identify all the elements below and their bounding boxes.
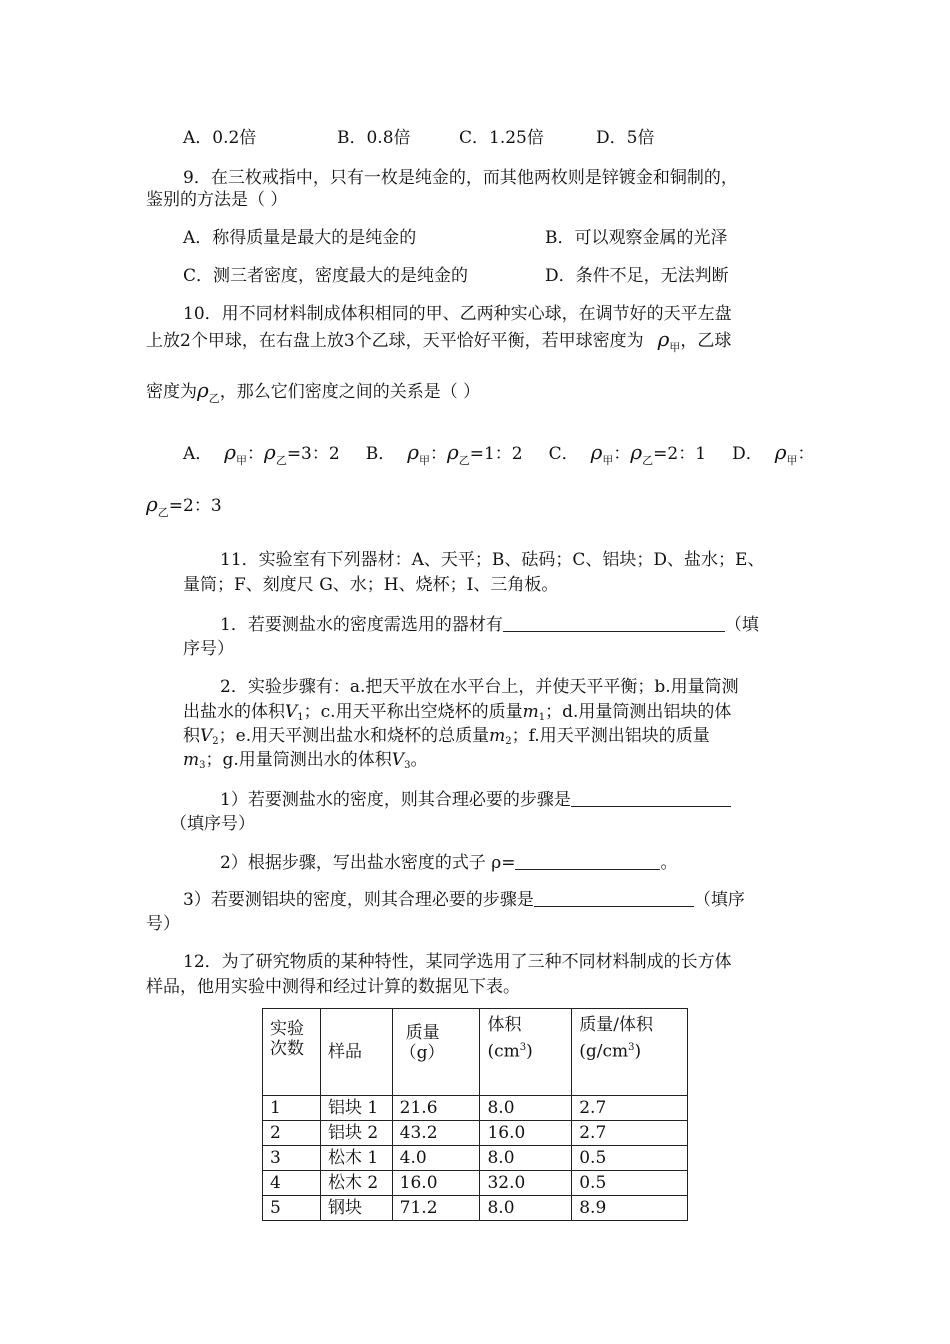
q11-part1-text-end: （填 bbox=[724, 615, 759, 635]
table-row bbox=[263, 1121, 688, 1146]
step-text: ；e.用天平测出盐水和烧杯的总质量 bbox=[218, 726, 490, 746]
q11-part1-line1 bbox=[220, 614, 759, 635]
step-text: ；f.用天平测出铝块的质量 bbox=[511, 726, 710, 746]
q11-sub2-end: 。 bbox=[660, 853, 678, 873]
cell-mass: 4.0 bbox=[392, 1146, 480, 1171]
ratio-colon: ： bbox=[247, 444, 265, 464]
cell-sample: 铝块 2 bbox=[320, 1121, 392, 1146]
q9-option-b: B．可以观察金属的光泽 bbox=[545, 228, 728, 248]
rho-symbol: ρ bbox=[630, 440, 643, 464]
q10-option-d-continued bbox=[146, 494, 222, 523]
q11-sub1-text: 1）若要测盐水的密度，则其合理必要的步骤是 bbox=[220, 790, 571, 810]
q11-sub2-text: 2）根据步骤，写出盐水密度的式子 ρ= bbox=[220, 853, 516, 873]
q10-stem-line1: 10．用不同材料制成体积相同的甲、乙两种实心球，在调节好的天平左盘 bbox=[183, 304, 732, 324]
cell-trial: 1 bbox=[263, 1096, 321, 1121]
header-volume: 体积 $(cm^3)$ bbox=[480, 1009, 572, 1096]
header-mass: 质量 （g） bbox=[392, 1009, 480, 1096]
rho-subscript-yi: 乙 bbox=[642, 454, 654, 467]
cell-trial: 2 bbox=[263, 1121, 321, 1146]
rho-subscript-yi: 乙 bbox=[208, 392, 220, 405]
cell-trial: 4 bbox=[263, 1171, 321, 1196]
q12-stem-line2: 样品，他用实验中测得和经过计算的数据见下表。 bbox=[146, 977, 520, 997]
var-v3-sub: 3 bbox=[404, 760, 411, 771]
data-table bbox=[262, 1008, 688, 1221]
ratio-colon: ： bbox=[797, 444, 815, 464]
q11-sub2-line bbox=[220, 852, 677, 873]
cell-volume: 8.0 bbox=[480, 1196, 572, 1221]
q10-option-a-label: A． bbox=[183, 444, 213, 464]
q11-sub3-text-end: （填序 bbox=[693, 890, 745, 910]
table-header-row bbox=[263, 1009, 688, 1096]
q11-sub1-line1 bbox=[220, 789, 731, 810]
q9-stem-line1: 9．在三枚戒指中，只有一枚是纯金的，而其他两枚则是锌镀金和铜制的， bbox=[183, 168, 738, 188]
var-v1-sub: 1 bbox=[297, 712, 304, 723]
var-v3: V bbox=[391, 750, 405, 770]
q10-option-d-label: D． bbox=[732, 444, 763, 464]
q11-sub3-line2: 号） bbox=[146, 914, 180, 934]
q9-option-a: A．称得质量是最大的是纯金的 bbox=[183, 228, 417, 248]
cell-ratio: 2.7 bbox=[572, 1096, 688, 1121]
table-row bbox=[263, 1096, 688, 1121]
step-text: 积 bbox=[183, 726, 200, 746]
q10-option-c-ratio: =2：1 bbox=[653, 444, 707, 464]
q11-part2-line1: 2．实验步骤有：a.把天平放在水平台上，并使天平平衡；b.用量筒测 bbox=[220, 677, 739, 697]
q11-part2-line4 bbox=[183, 750, 427, 776]
cell-ratio: 0.5 bbox=[572, 1146, 688, 1171]
rho-symbol: ρ bbox=[590, 440, 603, 464]
cell-sample: 松木 1 bbox=[320, 1146, 392, 1171]
cell-volume: 16.0 bbox=[480, 1121, 572, 1146]
q8-option-c: C．1.25倍 bbox=[459, 128, 544, 148]
q10-option-b-ratio: =1：2 bbox=[469, 444, 523, 464]
q11-sub1-line2: （填序号） bbox=[170, 814, 255, 834]
q10-stem-text: ，那么它们密度之间的关系是（ ） bbox=[219, 382, 481, 402]
rho-subscript-yi: 乙 bbox=[275, 454, 287, 467]
q10-stem-line3 bbox=[146, 380, 480, 409]
rho-symbol: ρ bbox=[264, 440, 276, 464]
q8-option-b: B．0.8倍 bbox=[337, 128, 411, 148]
cell-mass: 16.0 bbox=[392, 1171, 480, 1196]
q11-stem-line2: 量筒；F、刻度尺 G、水；H、烧杯；I、三角板。 bbox=[183, 575, 559, 595]
rho-symbol: ρ bbox=[657, 327, 670, 351]
q11-part1-line2: 序号） bbox=[183, 639, 234, 659]
q10-option-c-label: C． bbox=[548, 444, 579, 464]
rho-symbol: ρ bbox=[224, 440, 237, 464]
answer-blank[interactable] bbox=[571, 789, 731, 807]
cell-volume: 8.0 bbox=[480, 1146, 572, 1171]
cell-mass: 71.2 bbox=[392, 1196, 480, 1221]
q9-option-c: C．测三者密度，密度最大的是纯金的 bbox=[183, 266, 469, 286]
var-v2: V bbox=[200, 726, 213, 746]
answer-blank[interactable] bbox=[534, 889, 694, 907]
q11-part1-text: 1．若要测盐水的密度需选用的器材有 bbox=[220, 615, 503, 635]
rho-subscript-jia: 甲 bbox=[602, 454, 614, 467]
rho-subscript-yi: 乙 bbox=[157, 506, 169, 519]
var-v2-sub: 2 bbox=[212, 736, 219, 747]
rho-symbol: ρ bbox=[774, 440, 787, 464]
answer-blank[interactable] bbox=[515, 852, 660, 870]
answer-blank[interactable] bbox=[503, 614, 725, 632]
step-text: ；d.用量筒测出铝块的体 bbox=[545, 702, 732, 722]
cell-trial: 5 bbox=[263, 1196, 321, 1221]
header-trial: 实验次数 bbox=[263, 1009, 321, 1096]
q11-part2-line2 bbox=[183, 702, 731, 728]
q10-stem-text: ，乙球 bbox=[680, 331, 732, 351]
q11-part2-line3 bbox=[183, 726, 710, 752]
q10-option-d-ratio: =2：3 bbox=[168, 496, 222, 516]
var-m1: m bbox=[522, 702, 539, 722]
rho-symbol: ρ bbox=[197, 378, 209, 402]
var-m2-sub: 2 bbox=[505, 736, 512, 747]
q10-stem-text: 密度为 bbox=[146, 382, 197, 402]
step-text: 出盐水的体积 bbox=[183, 702, 285, 722]
table-row bbox=[263, 1146, 688, 1171]
q8-option-d: D．5倍 bbox=[596, 128, 655, 148]
rho-subscript-yi: 乙 bbox=[458, 454, 470, 467]
rho-subscript-jia: 甲 bbox=[669, 341, 681, 354]
ratio-colon: ： bbox=[429, 444, 447, 464]
q12-stem-line1: 12．为了研究物质的某种特性，某同学选用了三种不同材料制成的长方体 bbox=[183, 952, 732, 972]
q9-option-d: D．条件不足，无法判断 bbox=[545, 266, 729, 286]
q10-option-a-ratio: =3：2 bbox=[286, 444, 340, 464]
var-v1: V bbox=[285, 702, 298, 722]
rho-symbol: ρ bbox=[446, 440, 459, 464]
cell-volume: 32.0 bbox=[480, 1171, 572, 1196]
var-m3: m bbox=[183, 750, 200, 770]
rho-symbol: ρ bbox=[146, 492, 158, 516]
ratio-colon: ： bbox=[613, 444, 631, 464]
cell-ratio: 0.5 bbox=[572, 1171, 688, 1196]
q10-options-line bbox=[183, 442, 814, 471]
cell-mass: 21.6 bbox=[392, 1096, 480, 1121]
cell-ratio: 2.7 bbox=[572, 1121, 688, 1146]
table-row bbox=[263, 1171, 688, 1196]
rho-symbol: ρ bbox=[407, 440, 419, 464]
cell-sample: 铝块 1 bbox=[320, 1096, 392, 1121]
rho-subscript-jia: 甲 bbox=[236, 454, 248, 467]
rho-subscript-jia: 甲 bbox=[786, 454, 798, 467]
cell-sample: 钢块 bbox=[320, 1196, 392, 1221]
cell-mass: 43.2 bbox=[392, 1121, 480, 1146]
header-sample: 样品 bbox=[320, 1009, 392, 1096]
q8-option-a: A．0.2倍 bbox=[183, 128, 257, 148]
q10-stem-text: 上放2个甲球，在右盘上放3个乙球，天平恰好平衡，若甲球密度为 bbox=[146, 331, 644, 351]
q11-sub3-line1 bbox=[183, 889, 745, 910]
cell-ratio: 8.9 bbox=[572, 1196, 688, 1221]
step-text: ；c.用天平称出空烧杯的质量 bbox=[303, 702, 523, 722]
rho-subscript-jia: 甲 bbox=[418, 454, 430, 467]
var-m3-sub: 3 bbox=[199, 760, 206, 771]
step-text: 。 bbox=[410, 750, 428, 770]
q10-stem-line2 bbox=[146, 329, 731, 358]
cell-trial: 3 bbox=[263, 1146, 321, 1171]
var-m1-sub: 1 bbox=[538, 712, 546, 723]
step-text: ；g.用量筒测出水的体积 bbox=[205, 750, 392, 770]
cell-sample: 松木 2 bbox=[320, 1171, 392, 1196]
q11-sub3-text: 3）若要测铝块的密度，则其合理必要的步骤是 bbox=[183, 890, 534, 910]
q9-stem-line2: 鉴别的方法是（ ） bbox=[146, 190, 288, 210]
cell-volume: 8.0 bbox=[480, 1096, 572, 1121]
header-mass-per-volume: 质量/体积 $(g/cm^3)$ bbox=[572, 1009, 688, 1096]
q11-stem-line1: 11．实验室有下列器材：A、天平；B、砝码；C、铝块；D、盐水；E、 bbox=[220, 550, 765, 570]
var-m2: m bbox=[489, 726, 506, 746]
table-row bbox=[263, 1196, 688, 1221]
q10-option-b-label: B． bbox=[365, 444, 396, 464]
